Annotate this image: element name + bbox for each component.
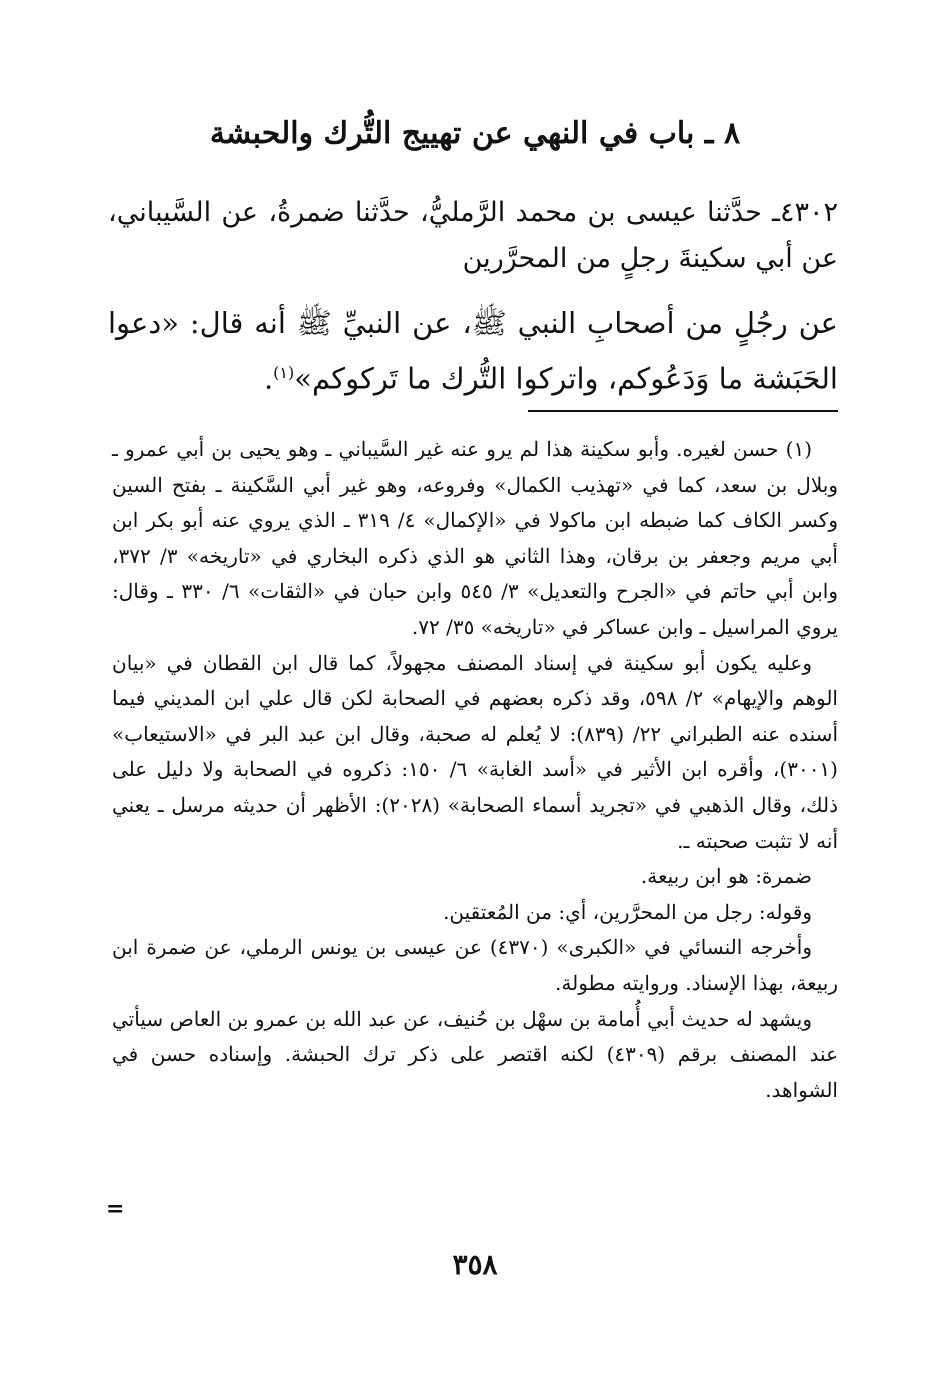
footnote-paragraph: وأخرجه النسائي في «الكبرى» (٤٣٧٠) عن عيسى بن يونس الرملي، عن ضمرة ابن ربيعة، بهذا الإسناد. وروايته مطولة. [112,935,838,995]
hadith-matn-end: . [263,361,274,396]
continuation-mark: = [106,1196,125,1222]
footnotes-section [112,432,838,1108]
footnote-paragraph: وعليه يكون أبو سكينة في إسناد المصنف مجهولاً، كما قال ابن القطان في «بيان الوهم والإيهام» ٢/ ٥٩٨، وقد ذكره بعضهم في الصحابة لكن قال علي ابن المديني فيما أسنده عنه الطبراني ٢٢/ (٨٣٩): لا يُعلم له صحبة، وقال ابن عبد البر في «الاستيعاب» (٣٠٠١)، وأقره ابن الأثير في «أسد الغابة» ٦/ ١٥٠: ذكروه في الصحابة ولا دليل على ذلك، وقال الذهبي في «تجريد أسماء الصحابة» (٢٠٢٨): الأظهر أن حديثه مرسل ـ يعني أنه لا تثبت صحبته ـ. [112,650,838,853]
footnote-paragraph: ويشهد له حديث أبي أُمامة بن سهْل بن حُنيف، عن عبد الله بن عمرو بن العاص سيأتي عند المصنف برقم (٤٣٠٩) لكنه اقتصر على ذكر ترك الحبشة. وإسناده حسن في الشواهد. [112,1006,839,1102]
footnote-paragraph: (١) حسن لغيره. وأبو سكينة هذا لم يرو عنه غير السَّيباني ـ وهو يحيى بن أبي عمرو ـ وبلال بن سعد، كما في «تهذيب الكمال» وفروعه، وهو غير أبي السَّكينة ـ بفتح السين وكسر الكاف كما ضبطه ابن ماكولا في «الإكمال» ٤/ ٣١٩ ـ الذي يروي عنه أبو بكر ابن أبي مريم وجعفر بن برقان، وهذا الثاني هو الذي ذكره البخاري في «تاريخه» ٣/ ٣٧٢، وابن أبي حاتم في «الجرح والتعديل» ٣/ ٥٤٥ وابن حبان في «الثقات» ٦/ ٣٣٠ ـ وقال: يروي المراسيل ـ وابن عساكر في «تاريخه» ٣٥/ ٧٢. [112,437,838,639]
hadith-matn [108,298,838,404]
footnote-reference: (١) [273,363,295,382]
footnote-paragraph: ضمرة: هو ابن ربيعة. [640,864,812,889]
footnote-separator [528,410,838,412]
chapter-title: ٨ ـ باب في النهي عن تهييج التُّرك والحبشة [209,116,741,151]
footnote-paragraph: وقوله: رجل من المحرَّرين، أي: من المُعتقين. [443,899,812,924]
hadith-matn-text: عن رجُلٍ من أصحابِ النبي ﷺ، عن النبيِّ ﷺ أنه قال: «دعوا الحَبَشة ما وَدَعُوكم، واتركوا التُّرك ما تَركوكم» [108,306,838,396]
hadith-isnad: ٤٣٠٢ـ حدَّثنا عيسى بن محمد الرَّمليُّ، حدَّثنا ضمرةُ، عن السَّيباني، عن أبي سكينةَ رجلٍ من المحرَّرين [108,197,838,274]
page-number: ٣٥٨ [452,1248,498,1281]
